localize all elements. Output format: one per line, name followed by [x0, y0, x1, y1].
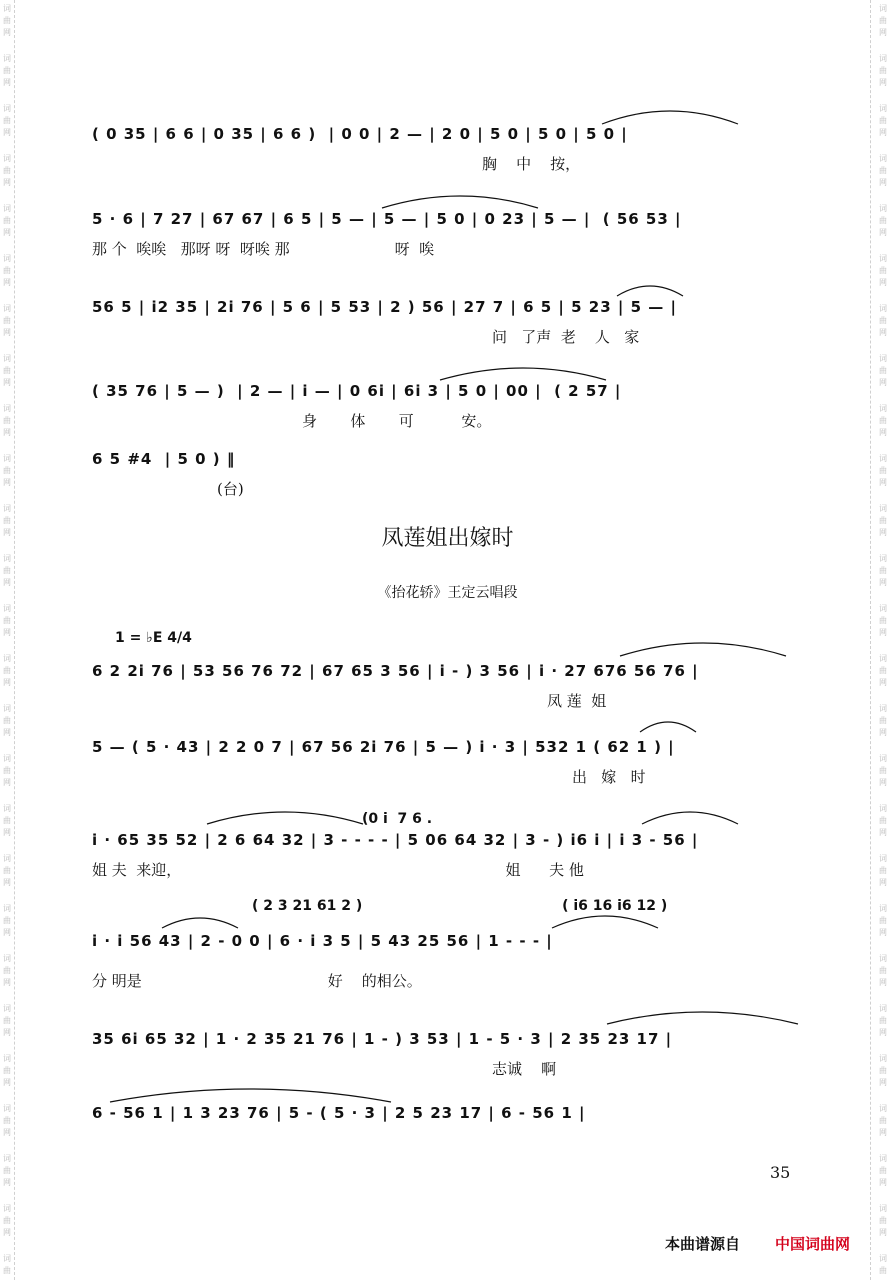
watermark-glyph: 曲	[3, 966, 11, 975]
watermark-glyph: 网	[879, 278, 887, 287]
watermark-glyph: 曲	[879, 766, 887, 775]
watermark-glyph: 曲	[3, 1216, 11, 1225]
watermark-glyph: 网	[3, 978, 11, 987]
watermark-glyph: 网	[3, 1028, 11, 1037]
watermark-glyph: 网	[3, 1128, 11, 1137]
watermark-glyph: 网	[879, 78, 887, 87]
watermark-glyph: 网	[879, 828, 887, 837]
watermark-glyph: 网	[879, 1178, 887, 1187]
watermark-glyph: 词	[879, 1104, 887, 1113]
watermark-glyph: 曲	[3, 16, 11, 25]
watermark-glyph: 网	[3, 578, 11, 587]
watermark-glyph: 词	[879, 1054, 887, 1063]
watermark-glyph: 网	[3, 728, 11, 737]
watermark-glyph: 词	[3, 104, 11, 113]
watermark-glyph: 词	[879, 154, 887, 163]
watermark-glyph: 曲	[879, 416, 887, 425]
watermark-glyph: 曲	[879, 516, 887, 525]
lyrics: 问 了声 老 人 家	[492, 328, 640, 346]
watermark-glyph: 曲	[879, 1116, 887, 1125]
slur-mark	[205, 806, 365, 828]
watermark-glyph: 曲	[3, 266, 11, 275]
watermark-glyph: 曲	[3, 866, 11, 875]
watermark-glyph: 词	[879, 504, 887, 513]
slur-mark	[438, 362, 608, 384]
watermark-glyph: 曲	[879, 166, 887, 175]
watermark-glyph: 词	[3, 304, 11, 313]
watermark-glyph: 词	[3, 754, 11, 763]
watermark-glyph: 词	[3, 704, 11, 713]
watermark-glyph: 曲	[3, 766, 11, 775]
watermark-glyph: 词	[3, 604, 11, 613]
watermark-glyph: 曲	[3, 916, 11, 925]
watermark-glyph: 曲	[3, 1166, 11, 1175]
song-subtitle: 《抬花轿》王定云唱段	[377, 585, 518, 601]
watermark-glyph: 网	[3, 328, 11, 337]
watermark-glyph: 词	[879, 704, 887, 713]
watermark-glyph: 曲	[3, 316, 11, 325]
watermark-glyph: 网	[3, 778, 11, 787]
watermark-glyph: 网	[3, 378, 11, 387]
watermark-glyph: 词	[879, 54, 887, 63]
watermark-glyph: 网	[3, 878, 11, 887]
watermark-glyph: 曲	[3, 366, 11, 375]
slur-mark	[615, 280, 685, 300]
watermark-glyph: 网	[879, 478, 887, 487]
watermark-glyph: 曲	[879, 1266, 887, 1275]
watermark-glyph: 网	[3, 278, 11, 287]
lyrics: 胸 中 按，	[482, 155, 581, 173]
watermark-glyph: 词	[879, 654, 887, 663]
watermark-glyph: 网	[879, 1078, 887, 1087]
watermark-glyph: 曲	[3, 616, 11, 625]
watermark-glyph: 网	[3, 428, 11, 437]
watermark-glyph: 网	[879, 678, 887, 687]
notes: 56 5 | i2 35 | 2i 76 | 5 6 | 5 53 | 2 ) 56 | 27 7 | 6 5 | 5 23 | 5 — |	[92, 298, 677, 316]
watermark-glyph: 词	[3, 904, 11, 913]
watermark-glyph: 网	[879, 528, 887, 537]
notes: 5 — ( 5 · 43 | 2 2 0 7 | 67 56 2i 76 | 5 — ) i · 3 | 532 1 ( 62 1 ) |	[92, 738, 675, 756]
watermark-glyph: 曲	[879, 666, 887, 675]
footer-source-label: 本曲谱源自	[665, 1235, 741, 1253]
watermark-glyph: 词	[879, 1254, 887, 1263]
watermark-glyph: 网	[3, 228, 11, 237]
watermark-glyph: 词	[879, 254, 887, 263]
watermark-glyph: 词	[3, 1154, 11, 1163]
watermark-glyph: 网	[879, 928, 887, 937]
watermark-glyph: 词	[3, 54, 11, 63]
watermark-glyph: 网	[879, 178, 887, 187]
watermark-glyph: 网	[879, 1028, 887, 1037]
watermark-glyph: 词	[879, 104, 887, 113]
watermark-glyph: 网	[3, 178, 11, 187]
watermark-glyph: 词	[3, 654, 11, 663]
watermark-glyph: 网	[879, 328, 887, 337]
watermark-glyph: 曲	[3, 666, 11, 675]
watermark-glyph: 词	[879, 554, 887, 563]
watermark-glyph: 曲	[879, 816, 887, 825]
watermark-glyph: 网	[3, 1178, 11, 1187]
watermark-glyph: 曲	[879, 716, 887, 725]
watermark-glyph: 曲	[3, 466, 11, 475]
watermark-glyph: 网	[879, 28, 887, 37]
watermark-glyph: 词	[879, 304, 887, 313]
watermark-glyph: 网	[879, 428, 887, 437]
watermark-glyph: 网	[3, 528, 11, 537]
watermark-glyph: 词	[879, 4, 887, 13]
left-watermark-column	[0, 0, 15, 1280]
slur-mark	[638, 716, 698, 736]
watermark-glyph: 曲	[3, 1066, 11, 1075]
page-number: 35	[770, 1163, 791, 1182]
watermark-glyph: 曲	[879, 1066, 887, 1075]
watermark-glyph: 词	[879, 954, 887, 963]
watermark-glyph: 曲	[879, 916, 887, 925]
watermark-glyph: 词	[3, 504, 11, 513]
watermark-glyph: 词	[3, 254, 11, 263]
slur-mark	[640, 806, 740, 828]
lyrics: 志诚 啊	[492, 1060, 557, 1078]
watermark-glyph: 曲	[879, 566, 887, 575]
watermark-glyph: 曲	[3, 166, 11, 175]
watermark-glyph: 网	[3, 1228, 11, 1237]
watermark-glyph: 词	[3, 954, 11, 963]
lyrics: 分 明是 好 的相公。	[92, 972, 422, 990]
watermark-glyph: 曲	[3, 716, 11, 725]
watermark-glyph: 曲	[879, 16, 887, 25]
watermark-glyph: 词	[3, 154, 11, 163]
watermark-glyph: 词	[3, 354, 11, 363]
watermark-glyph: 曲	[3, 1016, 11, 1025]
watermark-glyph: 词	[879, 204, 887, 213]
watermark-glyph: 网	[3, 78, 11, 87]
watermark-glyph: 词	[879, 454, 887, 463]
watermark-glyph: 词	[3, 4, 11, 13]
watermark-glyph: 曲	[3, 516, 11, 525]
watermark-glyph: 曲	[879, 1216, 887, 1225]
watermark-glyph: 曲	[3, 566, 11, 575]
lyrics: 凤 莲 姐	[547, 692, 607, 710]
watermark-glyph: 曲	[879, 966, 887, 975]
watermark-glyph: 词	[879, 404, 887, 413]
lyrics: 那 个 唉唉 那呀 呀 呀唉 那 呀 唉	[92, 240, 435, 258]
watermark-glyph: 网	[879, 1128, 887, 1137]
watermark-glyph: 曲	[879, 1016, 887, 1025]
notes: 5 · 6 | 7 27 | 67 67 | 6 5 | 5 — | 5 — | 5 0 | 0 23 | 5 — | ( 56 53 |	[92, 210, 682, 228]
watermark-glyph: 网	[3, 1078, 11, 1087]
watermark-glyph: 曲	[3, 216, 11, 225]
watermark-glyph: 词	[879, 804, 887, 813]
lyrics: 身 体 可 安。	[302, 412, 492, 430]
watermark-glyph: 词	[3, 1254, 11, 1263]
watermark-glyph: 曲	[879, 216, 887, 225]
slur-mark	[108, 1082, 393, 1106]
watermark-glyph: 网	[879, 578, 887, 587]
watermark-glyph: 曲	[879, 466, 887, 475]
watermark-glyph: 曲	[879, 866, 887, 875]
watermark-glyph: 词	[879, 604, 887, 613]
watermark-glyph: 网	[879, 728, 887, 737]
watermark-glyph: 网	[879, 378, 887, 387]
watermark-glyph: 词	[879, 754, 887, 763]
watermark-glyph: 网	[879, 1228, 887, 1237]
key-signature: 1 = ♭E 4/4	[115, 630, 192, 646]
watermark-glyph: 词	[879, 1204, 887, 1213]
accompaniment-notes: ( 2 3 21 61 2 ) ( i6 16 i6 12 )	[252, 898, 668, 914]
notes: ( 0 35 | 6 6 | 0 35 | 6 6 ) | 0 0 | 2 — | 2 0 | 5 0 | 5 0 | 5 0 |	[92, 125, 628, 143]
watermark-glyph: 曲	[879, 1166, 887, 1175]
watermark-glyph: 网	[879, 778, 887, 787]
watermark-glyph: 曲	[879, 616, 887, 625]
notes: i · i 56 43 | 2 - 0 0 | 6 · i 3 5 | 5 43 25 56 | 1 - - - |	[92, 932, 553, 950]
watermark-glyph: 词	[3, 404, 11, 413]
footer-site-link[interactable]: 中国词曲网	[775, 1235, 851, 1253]
notes: 6 - 56 1 | 1 3 23 76 | 5 - ( 5 · 3 | 2 5 23 17 | 6 - 56 1 |	[92, 1104, 586, 1122]
watermark-glyph: 词	[879, 904, 887, 913]
watermark-glyph: 网	[879, 628, 887, 637]
right-watermark-column	[870, 0, 895, 1280]
watermark-glyph: 网	[3, 628, 11, 637]
watermark-glyph: 曲	[879, 366, 887, 375]
watermark-glyph: 曲	[3, 66, 11, 75]
watermark-glyph: 网	[3, 828, 11, 837]
slur-mark	[605, 1004, 800, 1028]
lyrics: 出 嫁 时	[572, 768, 646, 786]
grace-notes: (0 i 7 6 .	[362, 811, 433, 827]
watermark-glyph: 网	[3, 128, 11, 137]
watermark-glyph: 词	[3, 454, 11, 463]
notes: 6 5 #4 | 5 0 ) ‖	[92, 450, 236, 468]
watermark-glyph: 网	[879, 878, 887, 887]
notes: i · 65 35 52 | 2 6 64 32 | 3 - - - - | 5 06 64 32 | 3 - ) i6 i | i 3 - 56 |	[92, 831, 699, 849]
watermark-glyph: 词	[3, 204, 11, 213]
watermark-glyph: 曲	[3, 1266, 11, 1275]
watermark-glyph: 网	[3, 928, 11, 937]
watermark-glyph: 曲	[3, 1116, 11, 1125]
watermark-glyph: 词	[3, 1104, 11, 1113]
watermark-glyph: 曲	[3, 116, 11, 125]
watermark-glyph: 曲	[3, 816, 11, 825]
watermark-glyph: 曲	[879, 116, 887, 125]
watermark-glyph: 网	[3, 28, 11, 37]
watermark-glyph: 曲	[879, 266, 887, 275]
watermark-glyph: 网	[879, 228, 887, 237]
watermark-glyph: 词	[3, 1054, 11, 1063]
watermark-glyph: 曲	[3, 416, 11, 425]
watermark-glyph: 词	[3, 804, 11, 813]
lyrics: (台)	[217, 480, 244, 498]
notes: ( 35 76 | 5 — ) | 2 — | i — | 0 6i | 6i 3 | 5 0 | 00 | ( 2 57 |	[92, 382, 622, 400]
song-title: 凤莲姐出嫁时	[381, 526, 514, 551]
watermark-glyph: 曲	[879, 316, 887, 325]
watermark-glyph: 词	[3, 554, 11, 563]
slur-mark	[380, 190, 540, 212]
slur-mark	[618, 636, 788, 660]
slur-mark	[160, 912, 240, 932]
watermark-glyph: 网	[879, 978, 887, 987]
lyrics: 姐 夫 来迎， 姐 夫 他	[92, 861, 584, 879]
watermark-glyph: 词	[3, 1004, 11, 1013]
watermark-glyph: 网	[879, 128, 887, 137]
notes: 35 6i 65 32 | 1 · 2 35 21 76 | 1 - ) 3 53 | 1 - 5 · 3 | 2 35 23 17 |	[92, 1030, 673, 1048]
watermark-glyph: 词	[879, 1154, 887, 1163]
watermark-glyph: 词	[879, 1004, 887, 1013]
watermark-glyph: 网	[3, 478, 11, 487]
watermark-glyph: 曲	[879, 66, 887, 75]
notes: 6 2 2i 76 | 53 56 76 72 | 67 65 3 56 | i - ) 3 56 | i · 27 676 56 76 |	[92, 662, 699, 680]
watermark-glyph: 词	[3, 854, 11, 863]
watermark-glyph: 词	[3, 1204, 11, 1213]
watermark-glyph: 词	[879, 354, 887, 363]
watermark-glyph: 网	[3, 678, 11, 687]
watermark-glyph: 词	[879, 854, 887, 863]
